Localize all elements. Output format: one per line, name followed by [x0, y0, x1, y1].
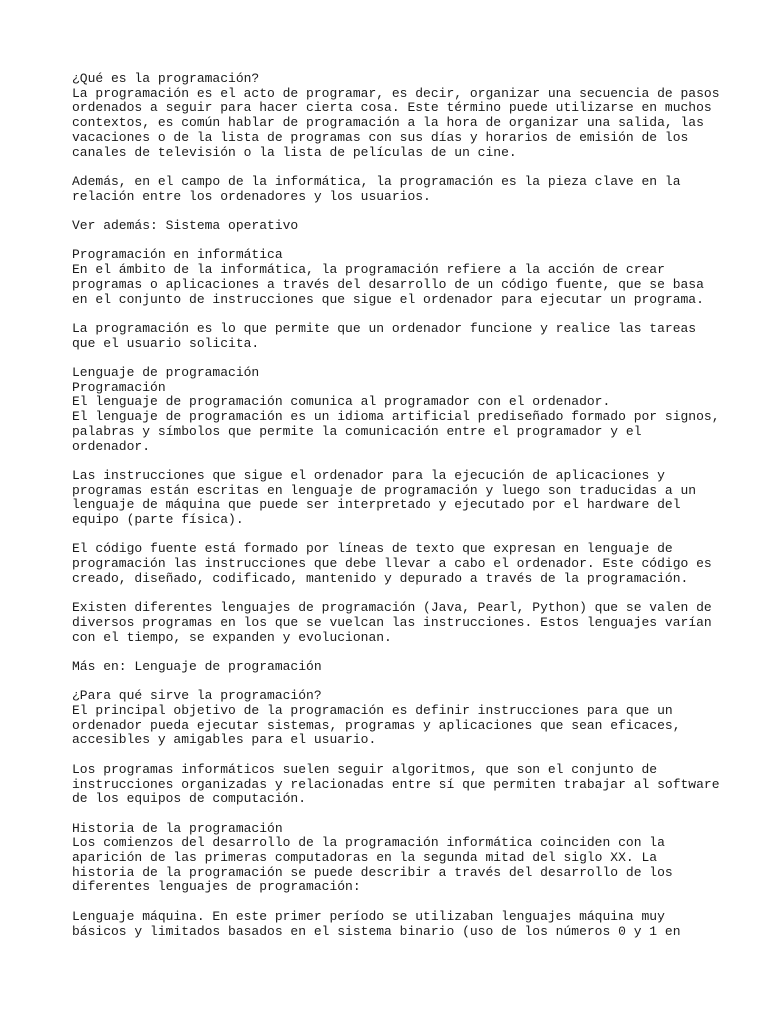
- paragraph-historia: [72, 822, 712, 896]
- text-line: de los equipos de computación.: [72, 791, 307, 807]
- subheading-programacion: Programación: [72, 379, 166, 395]
- heading-para-que-sirve: ¿Para qué sirve la programación?: [72, 688, 322, 704]
- paragraph-mas-en: [72, 660, 712, 675]
- see-also-line: Más en: Lenguaje de programación: [72, 658, 322, 674]
- text-line: relación entre los ordenadores y los usuarios.: [72, 188, 431, 204]
- text-line: aparición de las primeras computadoras en la segunda mitad del siglo XX. La: [72, 850, 658, 866]
- text-line: palabras y símbolos que permite la comunicación entre el programador y el: [72, 423, 642, 439]
- text-line: Además, en el campo de la informática, la programación es la pieza clave en la: [72, 173, 681, 189]
- text-line: canales de televisión o la lista de películas de un cine.: [72, 144, 517, 160]
- text-line: que el usuario solicita.: [72, 335, 260, 351]
- paragraph-que-es: [72, 71, 720, 160]
- text-line: accesibles y amigables para el usuario.: [72, 732, 377, 748]
- text-line: en el conjunto de instrucciones que sigue el ordenador para ejecutar un programa.: [72, 291, 704, 307]
- text-line: equipo (parte física).: [72, 512, 244, 527]
- text-line: básicos y limitados basados en el sistema binario (uso de los números 0 y 1 en: [72, 923, 681, 939]
- paragraph-permite: [72, 322, 712, 351]
- paragraph-ver-ademas: [72, 219, 712, 234]
- heading-lenguaje: Lenguaje de programación: [72, 364, 260, 380]
- paragraph-para-que-sirve: [72, 689, 712, 748]
- text-line: ordenador pueda ejecutar sistemas, programas y aplicaciones que sean eficaces,: [72, 717, 681, 733]
- paragraph-lenguaje: [72, 364, 720, 454]
- text-line: El lenguaje de programación comunica al programador con el ordenador.: [72, 394, 611, 410]
- document-page: [72, 71, 720, 954]
- text-line: Los programas informáticos suelen seguir algoritmos, que son el conjunto de: [72, 761, 658, 777]
- see-also-line: Ver además: Sistema operativo: [72, 218, 299, 233]
- text-line: ordenados a seguir para hacer cierta cosa. Este término puede utilizarse en muchos: [72, 100, 712, 116]
- heading-que-es: ¿Qué es la programación?: [72, 71, 260, 86]
- text-line: diferentes lenguajes de programación:: [72, 879, 361, 895]
- text-line: Los comienzos del desarrollo de la programación informática coinciden con la: [72, 835, 665, 851]
- text-line: La programación es lo que permite que un ordenador funcione y realice las tareas: [72, 320, 697, 336]
- paragraph-algoritmos: [72, 761, 720, 807]
- text-line: historia de la programación se puede describir a través del desarrollo de los: [72, 864, 673, 880]
- paragraph-existen: [72, 601, 712, 645]
- text-line: Existen diferentes lenguajes de programación (Java, Pearl, Python) que se valen de: [72, 600, 712, 616]
- text-line: El principal objetivo de la programación es definir instrucciones para que un: [72, 703, 673, 719]
- heading-programacion-informatica: Programación en informática: [72, 247, 283, 263]
- text-line: programación las instrucciones que debe llevar a cabo el ordenador. Este código es: [72, 556, 712, 572]
- text-line: programas están escritas en lenguaje de programación y luego son traducidas a un: [72, 482, 697, 498]
- text-line: El lenguaje de programación es un idioma artificial prediseñado formado por signos,: [72, 409, 720, 425]
- text-line: Lenguaje máquina. En este primer período se utilizaban lenguajes máquina muy: [72, 908, 665, 924]
- text-line: contextos, es común hablar de programación a la hora de organizar una salida, las: [72, 115, 704, 131]
- text-line: diversos programas en los que se vuelcan las instrucciones. Estos lenguajes varían: [72, 614, 712, 630]
- paragraph-programacion-informatica: [72, 248, 712, 307]
- text-line: ordenador.: [72, 438, 151, 454]
- text-line: En el ámbito de la informática, la programación refiere a la acción de crear: [72, 262, 665, 278]
- text-line: instrucciones organizadas y relacionadas entre sí que permiten trabajar al software: [72, 776, 720, 792]
- paragraph-instrucciones: [72, 469, 712, 528]
- text-line: programas o aplicaciones a través del desarrollo de un código fuente, que se basa: [72, 276, 704, 292]
- paragraph-lenguaje-maquina: [72, 910, 712, 939]
- paragraph-codigo-fuente: [72, 542, 712, 586]
- text-line: Las instrucciones que sigue el ordenador para la ejecución de aplicaciones y: [72, 467, 665, 483]
- text-line: creado, diseñado, codificado, mantenido y depurado a través de la programación.: [72, 570, 689, 586]
- text-line: vacaciones o de la lista de programas con sus días y horarios de emisión de los: [72, 129, 689, 145]
- heading-historia: Historia de la programación: [72, 820, 283, 836]
- text-line: con el tiempo, se expanden y evolucionan.: [72, 629, 392, 645]
- text-line: El código fuente está formado por líneas de texto que expresan en lenguaje de: [72, 541, 673, 557]
- text-line: La programación es el acto de programar, es decir, organizar una secuencia de pasos: [72, 85, 720, 101]
- paragraph-ademas: [72, 175, 712, 204]
- text-line: lenguaje de máquina que puede ser interpretado y ejecutado por el hardware del: [72, 497, 681, 513]
